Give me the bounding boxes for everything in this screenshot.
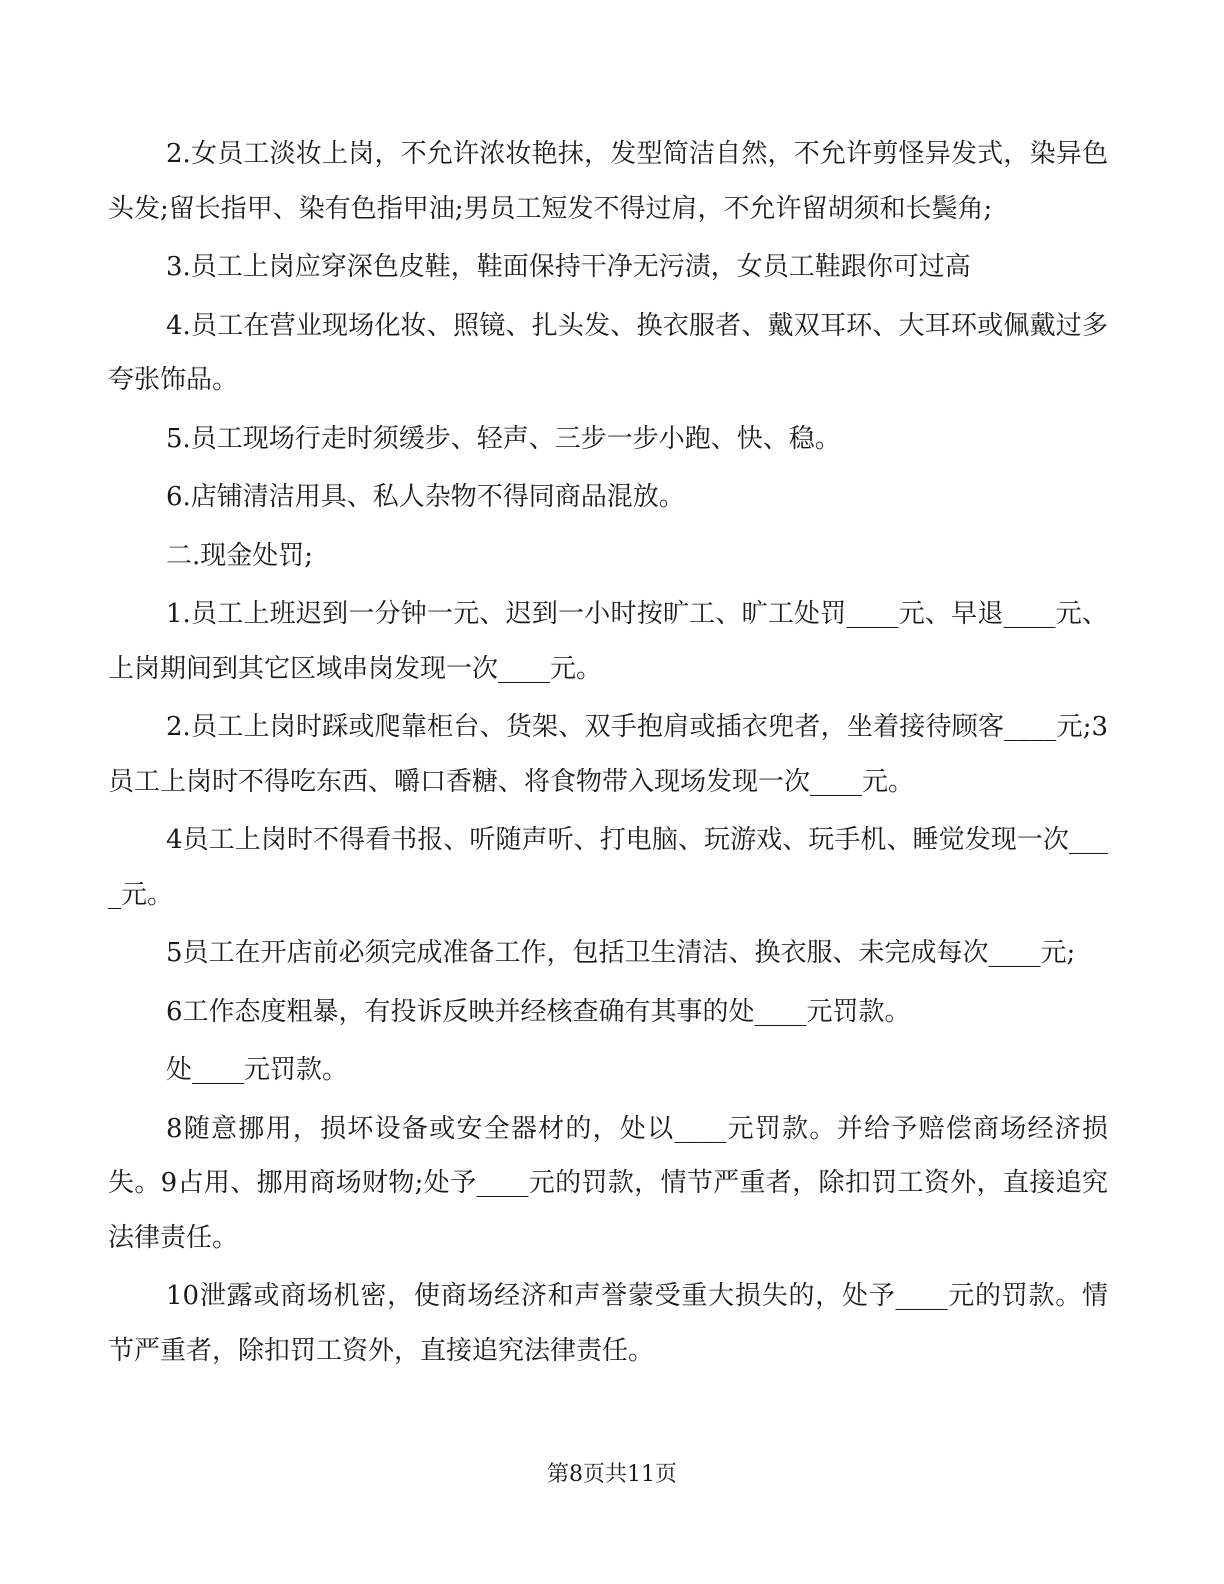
document-body — [108, 127, 1108, 1382]
paragraph-10: 6工作态度粗暴，有投诉反映并经核查确有其事的处____元罚款。 — [166, 996, 911, 1027]
paragraph-2: 3.员工上岗应穿深色皮鞋，鞋面保持干净无污渍，女员工鞋跟你可过高 — [166, 252, 971, 282]
section-heading: 二.现金处罚; — [166, 540, 314, 571]
page-number-footer: 第8页共11页 — [547, 1462, 677, 1487]
paragraph-4: 5.员工现场行走时须缓步、轻声、三步一步小跑、快、稳。 — [166, 423, 841, 454]
paragraph-6: 1.员工上班迟到一分钟一元、迟到一小时按旷工、旷工处罚____元、早退____元、上岗期间到其它区域串岗发现一次____元。 — [108, 599, 1108, 684]
paragraph-9: 5员工在开店前必须完成准备工作，包括卫生清洁、换衣服、未完成每次____元; — [166, 938, 1076, 968]
paragraph-12: 8随意挪用，损坏设备或安全器材的，处以____元罚款。并给予赔偿商场经济损失。9占用、挪用商场财物;处予____元的罚款，情节严重者，除扣罚工资外，直接追究法律责任。 — [108, 1113, 1108, 1253]
paragraph-5: 6.店铺清洁用具、私人杂物不得同商品混放。 — [166, 482, 685, 512]
paragraph-7: 2.员工上岗时踩或爬靠柜台、货架、双手抱肩或插衣兜者，坐着接待顾客____元;3员工上岗时不得吃东西、嚼口香糖、将食物带入现场发现一次____元。 — [108, 712, 1108, 797]
paragraph-1: 2.女员工淡妆上岗，不允许浓妆艳抹，发型简洁自然，不允许剪怪异发式，染异色头发;留长指甲、染有色指甲油;男员工短发不得过肩，不允许留胡须和长鬓角; — [108, 139, 1108, 224]
paragraph-3: 4.员工在营业现场化妆、照镜、扎头发、换衣服者、戴双耳环、大耳环或佩戴过多夸张饰品。 — [108, 310, 1108, 395]
paragraph-8: 4员工上岗时不得看书报、听随声听、打电脑、玩游戏、玩手机、睡觉发现一次____元。 — [108, 825, 1108, 910]
paragraph-11: 处____元罚款。 — [166, 1055, 349, 1085]
paragraph-13: 10泄露或商场机密，使商场经济和声誉蒙受重大损失的，处予____元的罚款。情节严重者，除扣罚工资外，直接追究法律责任。 — [108, 1281, 1108, 1366]
